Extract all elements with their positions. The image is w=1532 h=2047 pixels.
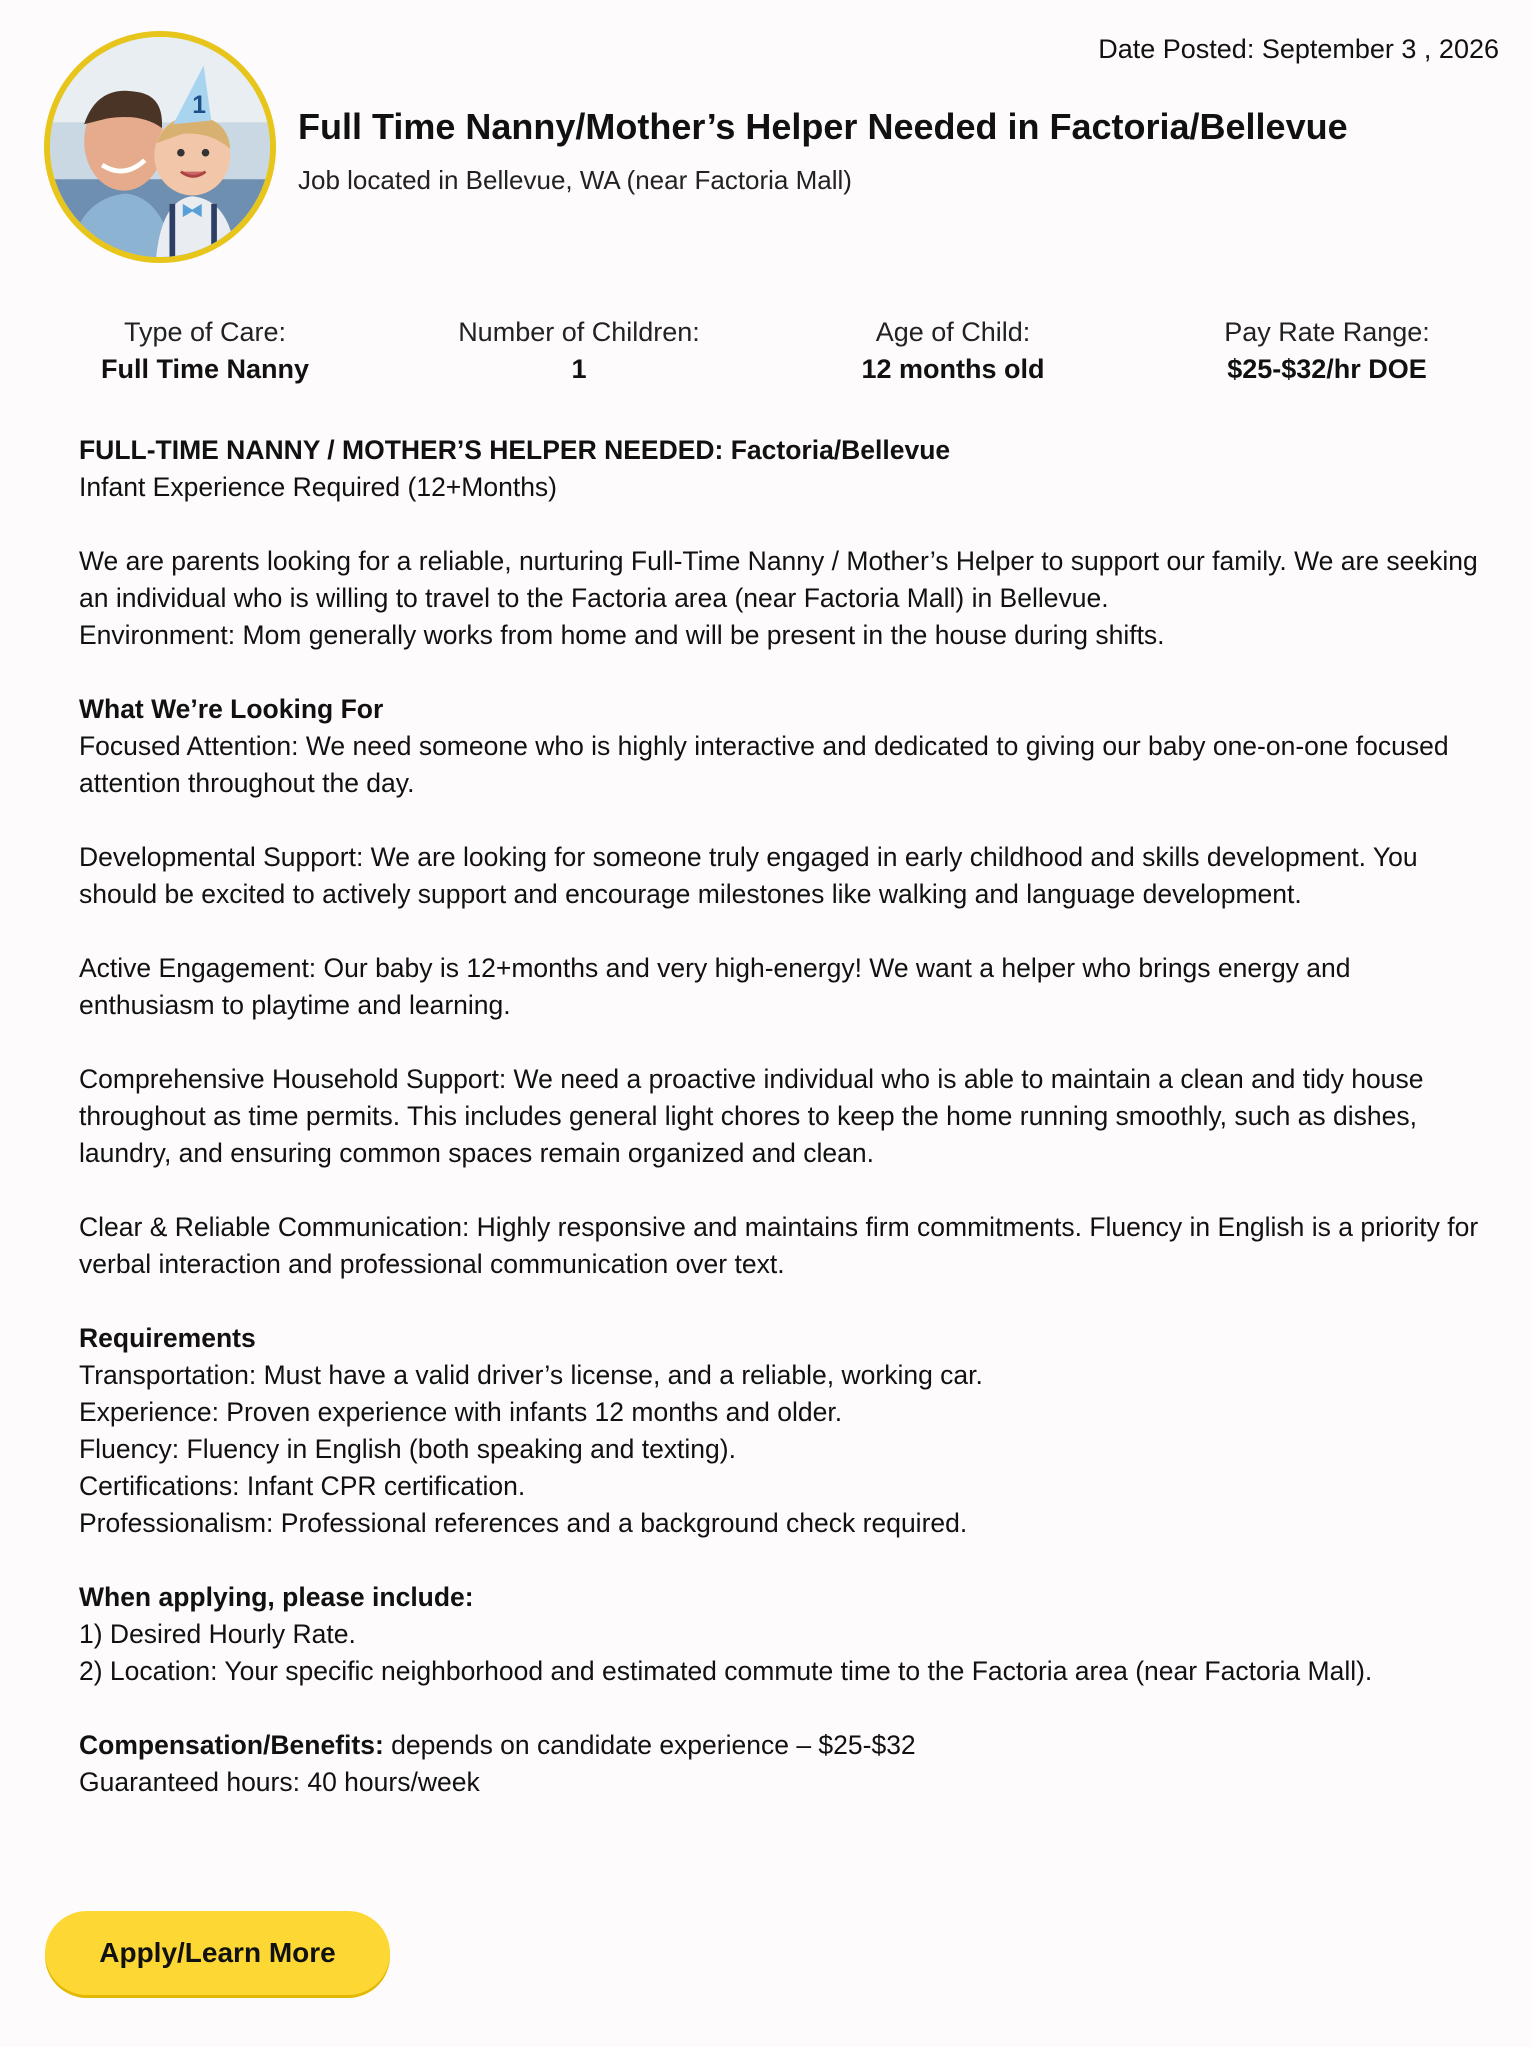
requirements-heading: Requirements — [79, 1323, 256, 1353]
summary-value: $25-$32/hr DOE — [1227, 354, 1427, 384]
job-description — [79, 432, 1479, 1838]
looking-for-item: Developmental Support: We are looking for someone truly engaged in early childhood and skills development. You should be excited to actively support and encourage milestones like walking and language development. — [79, 842, 1418, 909]
guaranteed-hours: Guaranteed hours: 40 hours/week — [79, 1767, 480, 1797]
summary-age-of-child — [798, 314, 1108, 388]
job-location: Job located in Bellevue, WA (near Factoria Mall) — [298, 165, 852, 195]
summary-value: 1 — [571, 354, 587, 384]
requirement-item: Transportation: Must have a valid driver’s license, and a reliable, working car. — [79, 1360, 983, 1390]
family-photo-image — [50, 37, 270, 257]
compensation-line — [79, 1727, 1479, 1764]
looking-for-heading: What We’re Looking For — [79, 694, 384, 724]
intro-paragraph-block — [79, 543, 1479, 654]
intro-section — [79, 432, 1479, 506]
summary-type-of-care — [50, 314, 360, 388]
environment-note: Environment: Mom generally works from home and will be present in the house during shifts. — [79, 620, 1165, 650]
compensation-text: depends on candidate experience – $25-$32 — [383, 1730, 916, 1760]
applying-item: 1) Desired Hourly Rate. — [79, 1619, 356, 1649]
requirement-item: Certifications: Infant CPR certification. — [79, 1471, 526, 1501]
summary-label: Age of Child: — [875, 317, 1031, 347]
applying-section — [79, 1579, 1479, 1690]
requirement-item: Fluency: Fluency in English (both speaking and texting). — [79, 1434, 736, 1464]
summary-label: Type of Care: — [123, 317, 287, 347]
intro-paragraph: We are parents looking for a reliable, nurturing Full-Time Nanny / Mother’s Helper to support our family. We are seeking an individual who is willing to travel to the Factoria area (near Factoria Mall) in Bellevue. — [79, 546, 1478, 613]
intro-heading: FULL-TIME NANNY / MOTHER’S HELPER NEEDED: Factoria/Bellevue — [79, 435, 951, 465]
compensation-label: Compensation/Benefits: — [79, 1730, 384, 1760]
looking-for-item: Active Engagement: Our baby is 12+months and very high-energy! We want a helper who brings energy and enthusiasm to playtime and learning. — [79, 953, 1351, 1020]
job-title: Full Time Nanny/Mother’s Helper Needed in Factoria/Bellevue — [298, 106, 1348, 147]
applying-heading: When applying, please include: — [79, 1582, 474, 1612]
requirement-item: Professionalism: Professional references and a background check required. — [79, 1508, 968, 1538]
job-summary — [50, 314, 1482, 388]
svg-text:1: 1 — [192, 91, 206, 119]
summary-label: Number of Children: — [458, 317, 700, 347]
requirement-item: Experience: Proven experience with infants 12 months and older. — [79, 1397, 843, 1427]
looking-for-item: Focused Attention: We need someone who is highly interactive and dedicated to giving our baby one-on-one focused attention throughout the day. — [79, 731, 1449, 798]
applying-item: 2) Location: Your specific neighborhood and estimated commute time to the Factoria area (near Factoria Mall). — [79, 1656, 1373, 1686]
intro-subheading: Infant Experience Required (12+Months) — [79, 472, 558, 502]
requirements-section — [79, 1320, 1479, 1542]
summary-value: 12 months old — [861, 354, 1045, 384]
looking-for-item: Comprehensive Household Support: We need a proactive individual who is able to maintain a clean and tidy house throughout as time permits. This includes general light chores to keep the home running smoothly, such as dishes, laundry, and ensuring common spaces remain organized and clean. — [79, 1064, 1424, 1168]
summary-pay-rate-range — [1172, 314, 1482, 388]
family-photo-avatar — [44, 31, 276, 263]
date-posted: Date Posted: September 3 , 2026 — [1098, 34, 1499, 64]
summary-label: Pay Rate Range: — [1224, 317, 1430, 347]
looking-for-item: Clear & Reliable Communication: Highly responsive and maintains firm commitments. Fluency in English is a priority for verbal interaction and professional communication over text. — [79, 1212, 1479, 1279]
looking-for-section — [79, 691, 1479, 802]
summary-number-of-children — [424, 314, 734, 388]
compensation-section — [79, 1727, 1479, 1801]
apply-learn-more-button[interactable]: Apply/Learn More — [45, 1911, 390, 1995]
summary-value: Full Time Nanny — [100, 354, 310, 384]
